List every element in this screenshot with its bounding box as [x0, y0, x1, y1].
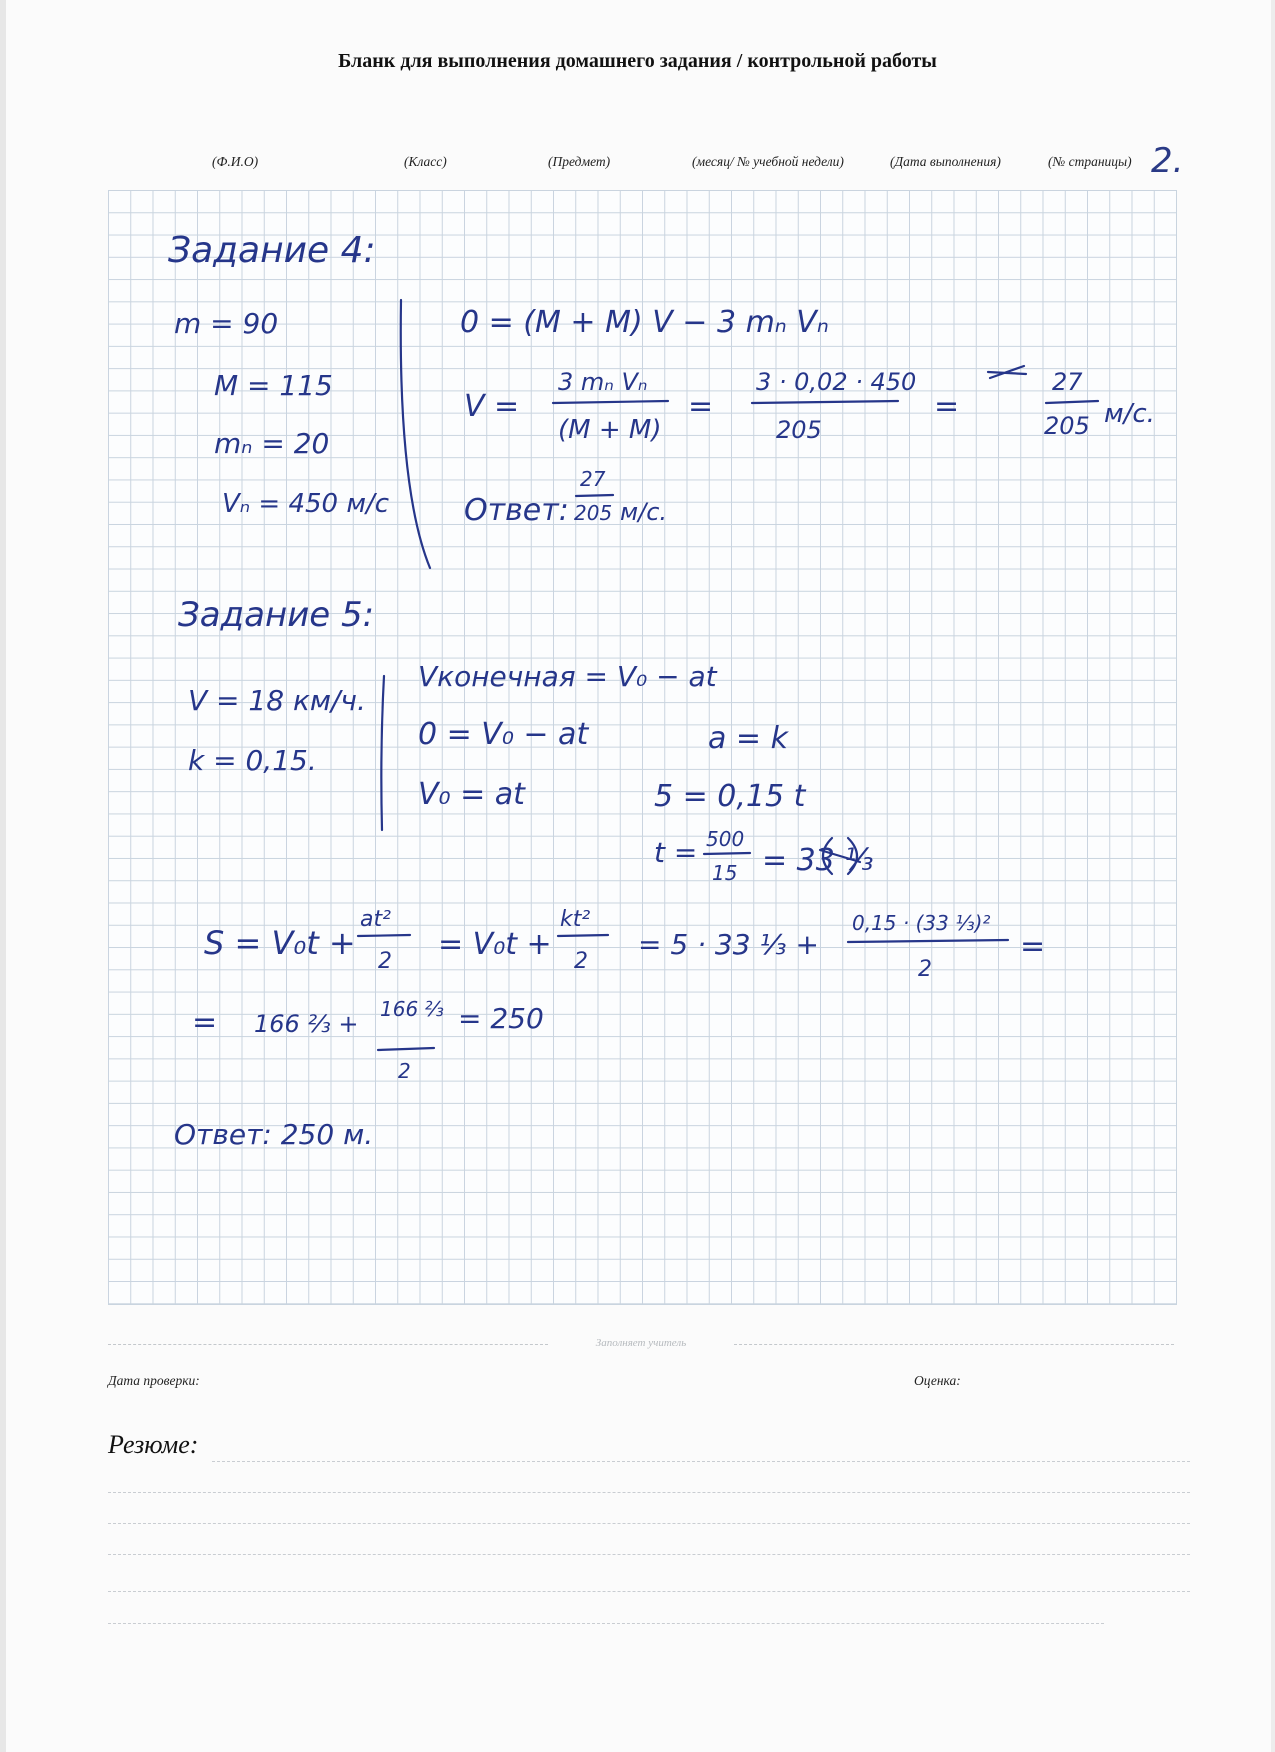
task5-s-frac2-denominator: 2 [574, 949, 588, 974]
task5-line2-a: 166 ⅔ + [254, 1010, 359, 1038]
task5-s-frac2-numerator: kt² [560, 907, 591, 932]
task5-s-sub: = 5 · 33 ⅓ + [638, 928, 819, 961]
header-field-date: (Дата выполнения) [890, 154, 1001, 169]
task5-s-eq: = [1020, 929, 1046, 964]
check-date-label: Дата проверки: [108, 1373, 200, 1388]
scan-right-edge [1271, 0, 1275, 1752]
task4-answer-denominator: 205 [574, 501, 613, 525]
summary-line-5 [108, 1591, 1190, 1592]
scan-left-edge [0, 0, 6, 1752]
task4-eq3-equals: = [688, 389, 714, 424]
task4-given-m: m = 90 [174, 307, 279, 340]
task5-heading: Задание 5: [178, 595, 375, 635]
task4-result-numerator: 27 [1052, 368, 1083, 396]
task5-eq6-rhs: = 33 ⅓ [762, 843, 874, 878]
task4-result-fraction-bar [1046, 401, 1098, 403]
task5-s-frac1-denominator: 2 [378, 949, 392, 974]
task4-answer-unit: м/с. [620, 498, 668, 526]
task5-s-line: S = V₀t + [204, 924, 356, 962]
teacher-separator-line-left [108, 1344, 548, 1345]
task4-eq2-denominator: (M + M) [558, 415, 662, 445]
task5-eq2: 0 = V₀ − at [418, 717, 589, 752]
task4-answer-numerator: 27 [580, 467, 606, 491]
task4-heading: Задание 4: [168, 230, 376, 271]
task5-s-frac3-bar [848, 940, 1008, 942]
task5-eq6-denominator: 15 [712, 861, 738, 885]
task5-s-frac1-numerator: at² [360, 907, 391, 932]
header-field-page-number: (№ страницы) [1048, 154, 1132, 169]
graph-paper-area [108, 190, 1177, 1305]
task5-s-frac1-bar [358, 935, 410, 936]
header-field-class: (Класс) [404, 154, 447, 169]
task5-s-frac3-numerator: 0,15 · (33 ⅓)² [852, 911, 991, 935]
task4-eq4-equals: = [934, 389, 960, 424]
task4-answer-fraction-bar [576, 495, 613, 496]
task4-eq2-lhs: V = [464, 389, 520, 424]
task4-eq3-numerator: 3 · 0,02 · 450 [756, 368, 917, 396]
teacher-section-separator [108, 1337, 1174, 1351]
task4-eq2-fraction-bar [553, 401, 668, 403]
task5-eq1: Vконечная = V₀ − at [418, 660, 717, 693]
task5-given-k: k = 0,15. [188, 744, 317, 777]
task4-result-denominator: 205 [1044, 412, 1090, 440]
header-field-month-week: (месяц/ № учебной недели) [692, 154, 844, 169]
task4-given-vn: Vₙ = 450 м/с [222, 489, 390, 519]
header-field-subject: (Предмет) [548, 154, 611, 169]
task5-answer: Ответ: 250 м. [174, 1118, 374, 1151]
task5-s-frac3-denominator: 2 [918, 957, 932, 982]
task5-line2-result: = 250 [458, 1002, 544, 1035]
summary-line-1 [212, 1461, 1190, 1462]
task4-eq1: 0 = (M + M) V − 3 mₙ Vₙ [460, 305, 829, 340]
task5-s-frac2-bar [558, 935, 608, 936]
task5-s-mid: = V₀t + [438, 927, 552, 962]
task4-crossed-out-mark [988, 366, 1026, 378]
task5-eq4: a = k [708, 721, 788, 756]
summary-line-3 [108, 1523, 1190, 1524]
summary-line-2 [108, 1492, 1190, 1493]
task4-given-divider [401, 300, 430, 568]
task4-given-mn: mₙ = 20 [214, 427, 330, 460]
handwriting-layer [108, 190, 1176, 1304]
form-title: Бланк для выполнения домашнего задания / контрольной работы [338, 50, 937, 72]
teacher-section-label: Заполняет учитель [548, 1337, 734, 1349]
task4-result-unit: м/с. [1104, 399, 1155, 429]
task5-line2-frac-denominator: 2 [398, 1059, 411, 1083]
task5-eq6-lhs: t = [654, 836, 698, 869]
task5-eq5: 5 = 0,15 t [654, 779, 806, 814]
teacher-separator-line-right [734, 1344, 1174, 1345]
task5-line2-equals: = [192, 1005, 218, 1040]
task4-answer-label: Ответ: [464, 493, 569, 528]
task5-given-divider [381, 676, 384, 830]
task5-line2-frac-numerator: 166 ⅔ [380, 997, 444, 1021]
task4-eq3-denominator: 205 [776, 416, 822, 444]
summary-line-6 [108, 1623, 1104, 1624]
page-number-handwritten: 2. [1151, 141, 1184, 181]
task5-eq6-fraction-bar [704, 853, 750, 854]
task4-eq2-numerator: 3 mₙ Vₙ [558, 368, 648, 396]
task5-line2-frac-bar [378, 1048, 434, 1050]
task4-given-M: M = 115 [214, 369, 333, 402]
header-field-name: (Ф.И.О) [212, 154, 259, 169]
summary-line-4 [108, 1554, 1190, 1555]
task5-eq6-numerator: 500 [706, 827, 745, 851]
task4-eq3-fraction-bar [752, 401, 898, 403]
task5-eq3: V₀ = at [418, 777, 525, 812]
grade-label: Оценка: [914, 1373, 961, 1388]
summary-label: Резюме: [108, 1430, 199, 1459]
task5-given-v: V = 18 км/ч. [188, 684, 366, 717]
